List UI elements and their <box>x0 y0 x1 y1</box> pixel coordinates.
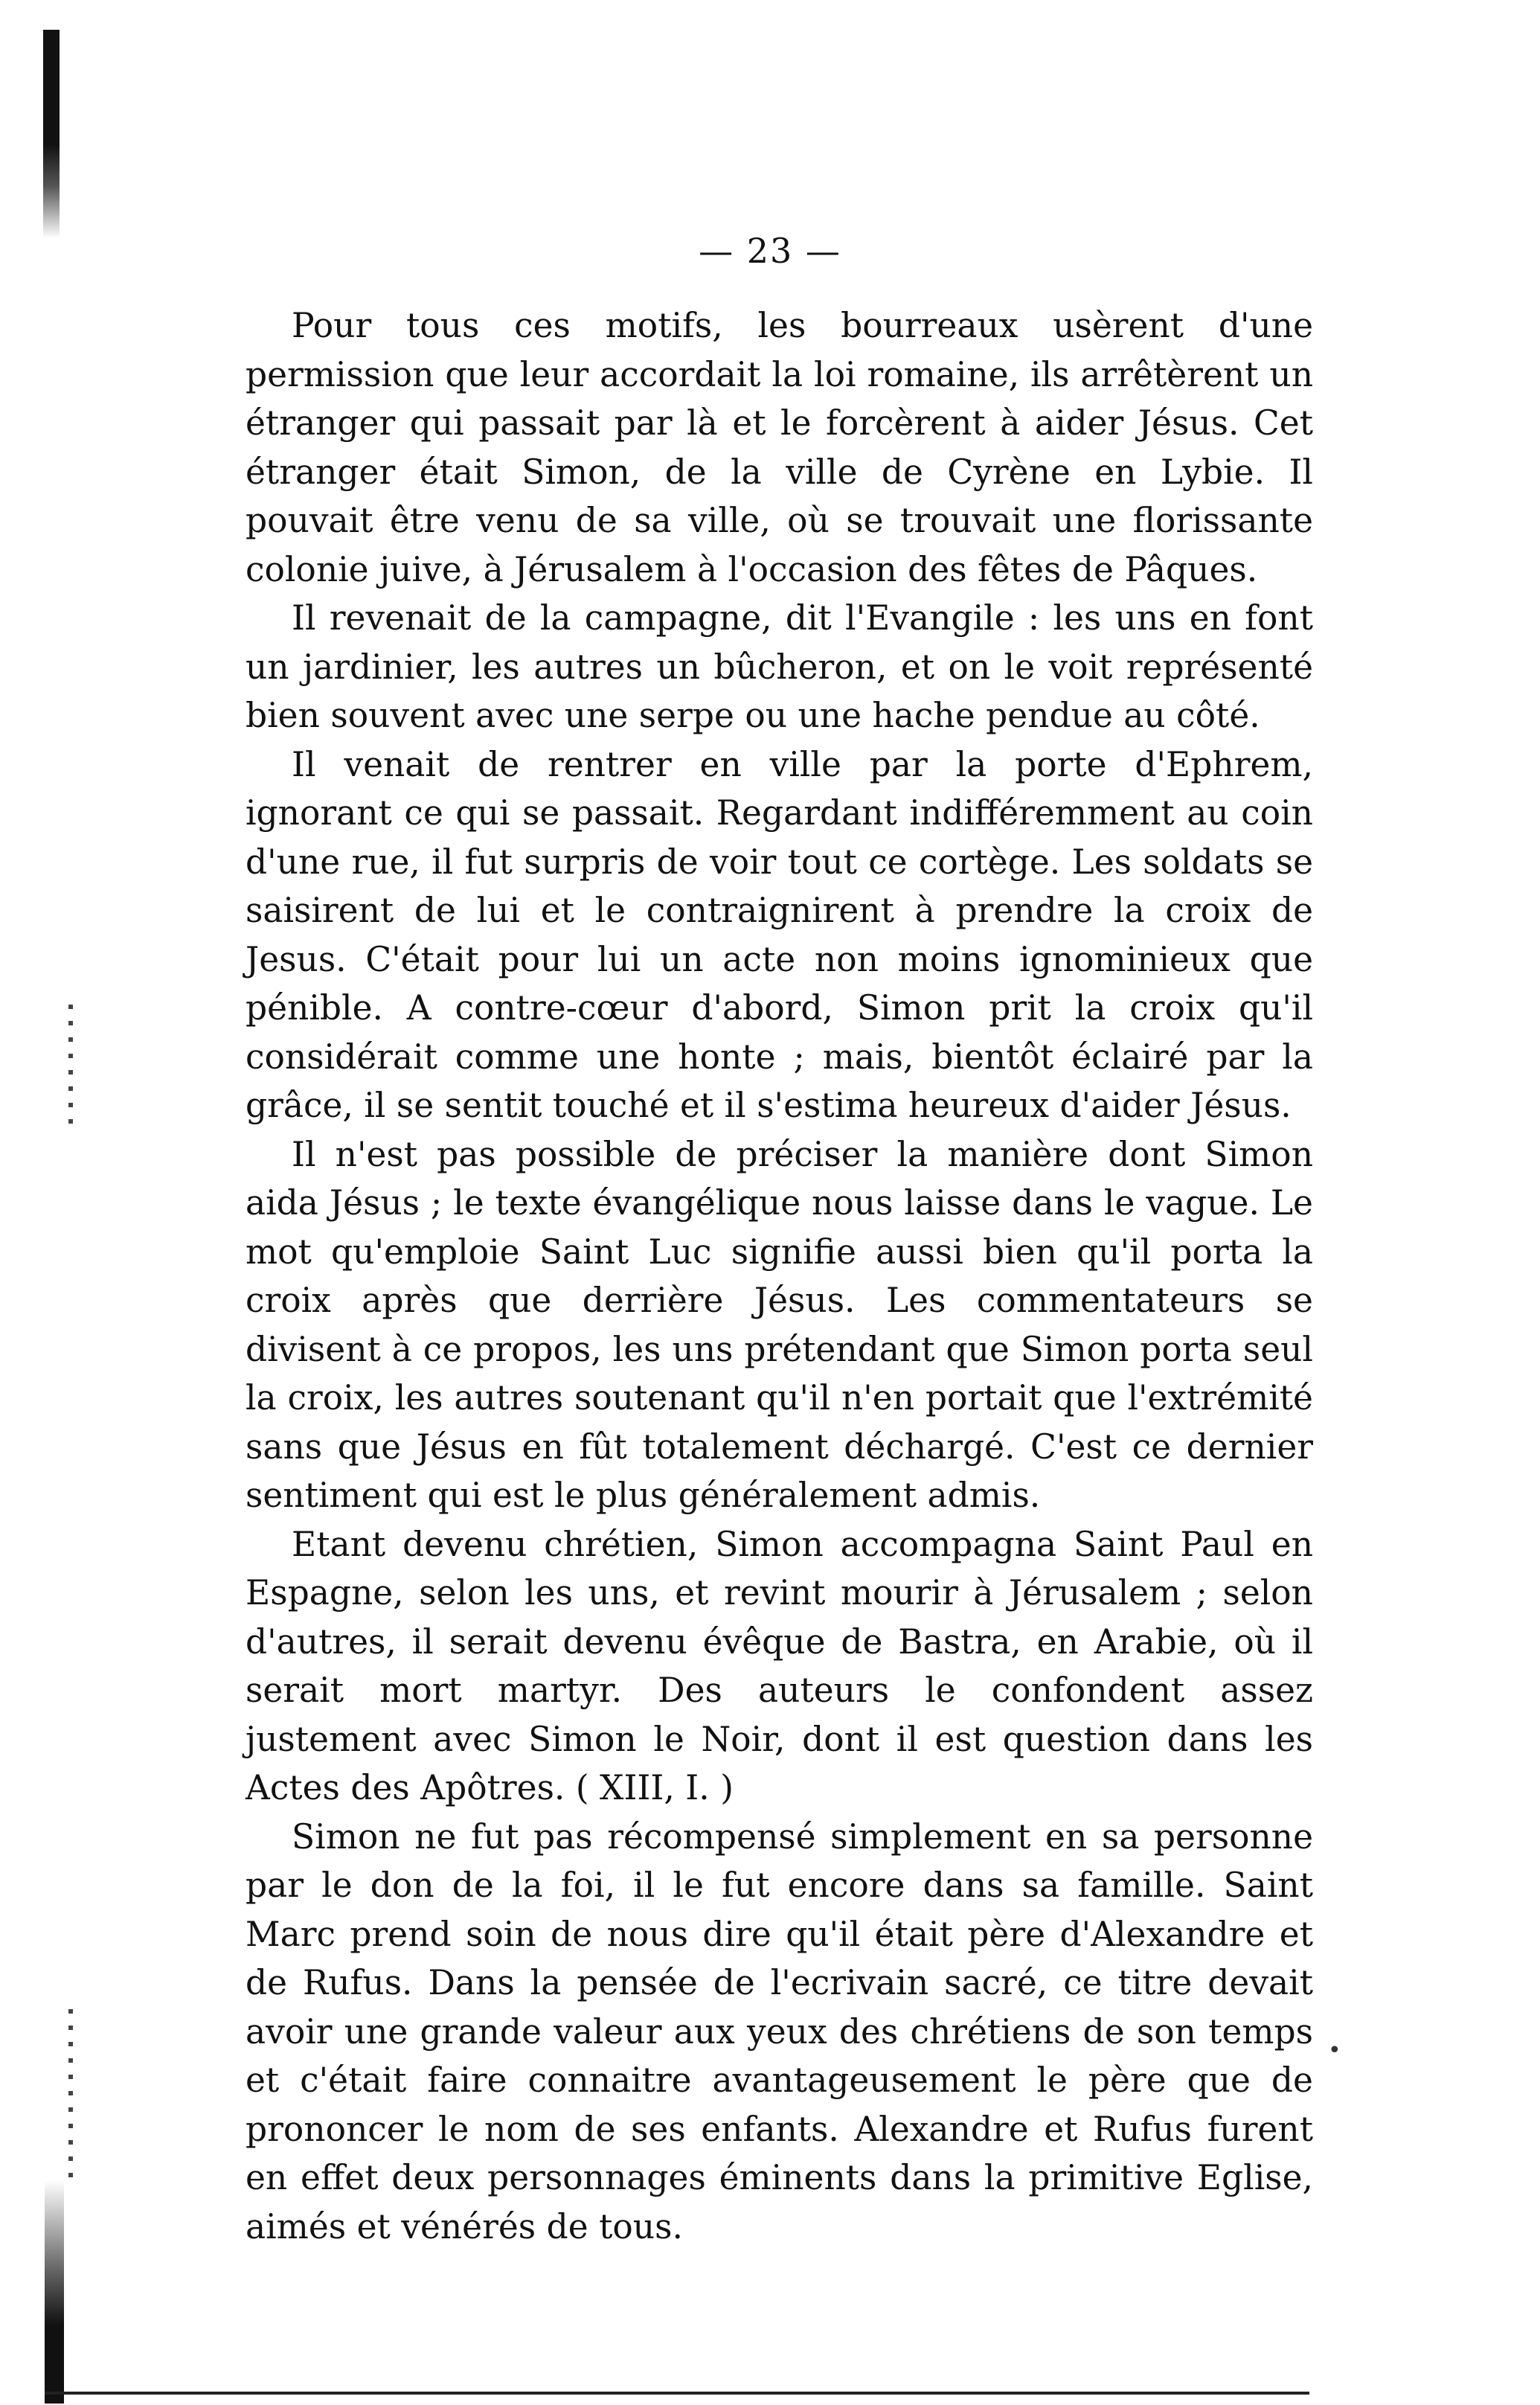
paragraph-4: Il n'est pas possible de préciser la manière dont Simon aida Jésus ; le texte évangélique nous laisse dans le vague. Le mot qu'emploie Saint Luc signifie aussi bien qu'il porta la croix après que derrière Jésus. Les commentateurs se divisent à ce propos, les uns prétendant que Simon porta seul la croix, les autres soutenant qu'il n'en portait que l'extrémité sans que Jésus en fût totalement déchargé. C'est ce dernier sentiment qui est le plus généralement admis. <box>246 1134 1313 1515</box>
body-text <box>246 301 1313 2251</box>
page-number: — 23 — <box>699 231 841 271</box>
scan-edge-top <box>43 30 60 238</box>
paragraph-3: Il venait de rentrer en ville par la porte d'Ephrem, ignorant ce qui se passait. Regardant indifféremment au coin d'une rue, il fut surpris de voir tout ce cortège. Les soldats se saisirent de lui et le contraignirent à prendre la croix de Jesus. C'était pour lui un acte non moins ignominieux que pénible. A contre-cœur d'abord, Simon prit la croix qu'il considérait comme une honte ; mais, bientôt éclairé par la grâce, il se sentit touché et il s'estima heureux d'aider Jésus. <box>246 744 1313 1125</box>
scan-edge-bottom <box>45 2180 64 2404</box>
scan-speckle-middle <box>68 1005 73 1124</box>
paragraph-6: Simon ne fut pas récompensé simplement en sa personne par le don de la foi, il le fut encore dans sa famille. Saint Marc prend soin de nous dire qu'il était père d'Alexandre et de Rufus. Dans la pensée de l'ecrivain sacré, ce titre devait avoir une grande valeur aux yeux des chrétiens de son temps et c'était faire connaitre avantageusement le père que de prononcer le nom de ses enfants. Alexandre et Rufus furent en effet deux personnages éminents dans la primitive Eglise, aimés et vénérés de tous. <box>246 1816 1313 2247</box>
paragraph-2: Il revenait de la campagne, dit l'Evangile : les uns en font un jardinier, les autres un bûcheron, et on le voit représenté bien souvent avec une serpe ou une hache pendue au côté. <box>246 598 1313 735</box>
paragraph-5: Etant devenu chrétien, Simon accompagna Saint Paul en Espagne, selon les uns, et revint mourir à Jérusalem ; selon d'autres, il serait devenu évêque de Bastra, en Arabie, où il serait mort martyr. Des auteurs le confondent assez justement avec Simon le Noir, dont il est question dans les Actes des Apôtres. ( XIII, I. ) <box>246 1524 1313 1807</box>
margin-speck: • <box>1328 2037 1341 2063</box>
scan-speckle-lower <box>68 2009 73 2188</box>
paragraph-1: Pour tous ces motifs, les bourreaux usèrent d'une permission que leur accordait la loi romaine, ils arrêtèrent un étranger qui passait par là et le forcèrent à aider Jésus. Cet étranger était Simon, de la ville de Cyrène en Lybie. Il pouvait être venu de sa ville, où se trouvait une florissante colonie juive, à Jérusalem à l'occasion des fêtes de Pâques. <box>246 306 1313 589</box>
page-bottom-edge <box>45 2392 1309 2395</box>
